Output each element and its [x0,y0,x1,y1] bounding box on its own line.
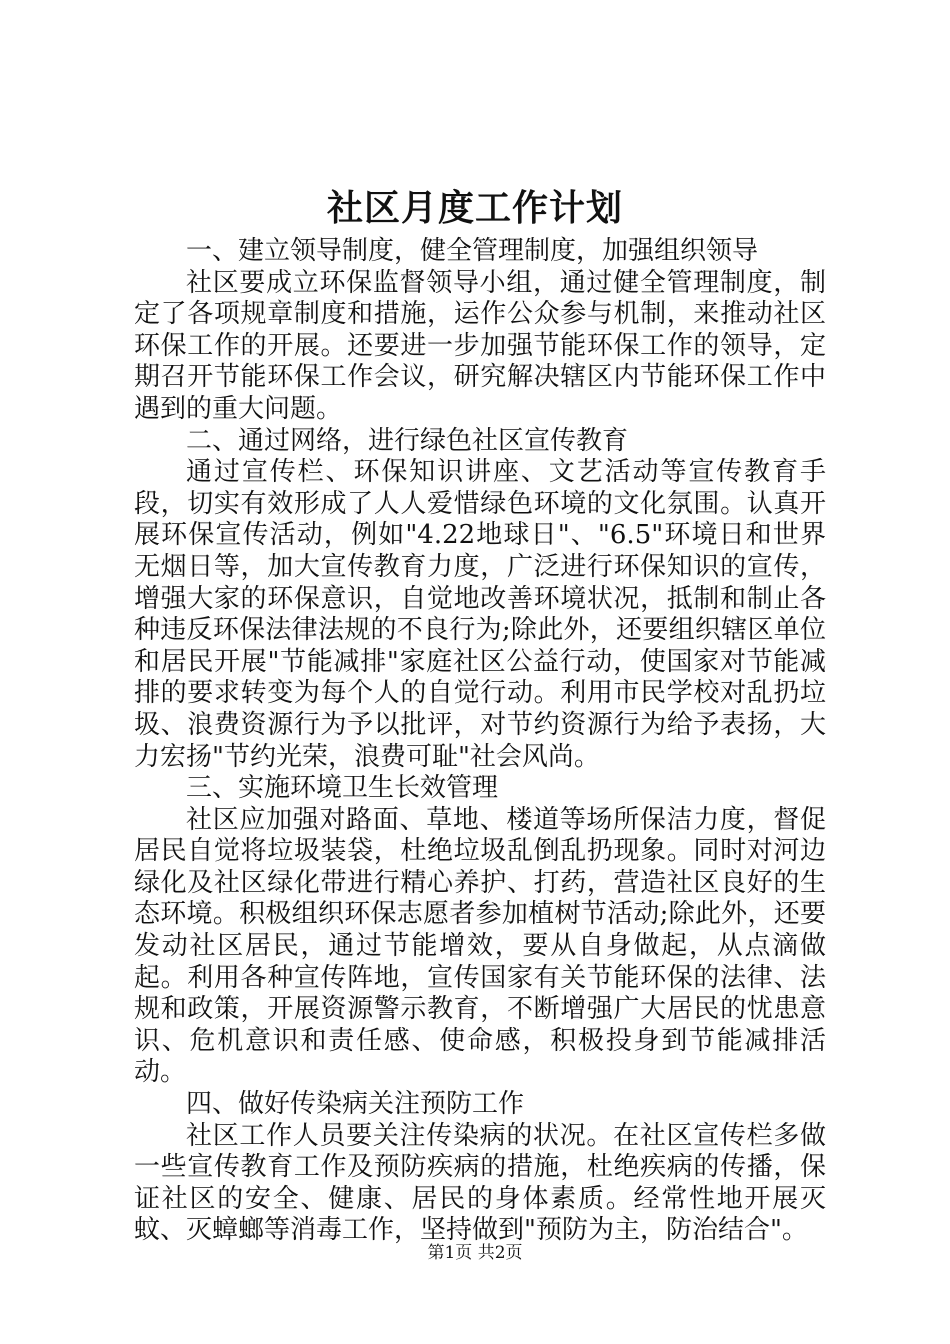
section-paragraph-3: 社区应加强对路面、草地、楼道等场所保洁力度，督促居民自觉将垃圾装袋，杜绝垃圾乱倒乱扔现象。同时对河边绿化及社区绿化带进行精心养护、打药，营造社区良好的生态环境。积极组织环保志愿者参加植树节活动;除此外，还要发动社区居民，通过节能增效，要从自身做起，从点滴做起。利用各种宣传阵地，宣传国家有关节能环保的法律、法规和政策，开展资源警示教育，不断增强广大居民的忧患意识、危机意识和责任感、使命感，积极投身到节能减排活动。 [134,804,826,1088]
section-heading-4: 四、做好传染病关注预防工作 [186,1089,525,1120]
section-paragraph-1: 社区要成立环保监督领导小组，通过健全管理制度，制定了各项规章制度和措施，运作公众参与机制，来推动社区环保工作的开展。还要进一步加强节能环保工作的领导，定期召开节能环保工作会议，研究解决辖区内节能环保工作中遇到的重大问题。 [134,267,826,424]
page-number-footer: 第1页 共2页 [427,1243,523,1263]
section-heading-2: 二、通过网络，进行绿色社区宣传教育 [186,425,629,456]
section-heading-3: 三、实施环境卫生长效管理 [186,773,499,804]
section-paragraph-4: 社区工作人员要关注传染病的状况。在社区宣传栏多做一些宣传教育工作及预防疾病的措施，杜绝疾病的传播，保证社区的安全、健康、居民的身体素质。经常性地开展灭蚊、灭蟑螂等消毒工作，坚持做到"预防为主，防治结合"。 [134,1120,826,1246]
document-title: 社区月度工作计划 [326,187,623,229]
section-heading-1: 一、建立领导制度，健全管理制度，加强组织领导 [186,236,759,266]
document-body [134,236,826,1247]
section-paragraph-2: 通过宣传栏、环保知识讲座、文艺活动等宣传教育手段，切实有效形成了人人爱惜绿色环境的文化氛围。认真开展环保宣传活动，例如"4.22地球日"、"6.5"环境日和世界无烟日等，加大宣传教育力度，广泛进行环保知识的宣传，增强大家的环保意识，自觉地改善环境状况，抵制和制止各种违反环保法律法规的不良行为;除此外，还要组织辖区单位和居民开展"节能减排"家庭社区公益行动，使国家对节能减排的要求转变为每个人的自觉行动。利用市民学校对乱扔垃圾、浪费资源行为予以批评，对节约资源行为给予表扬，大力宏扬"节约光荣，浪费可耻"社会风尚。 [134,457,826,772]
